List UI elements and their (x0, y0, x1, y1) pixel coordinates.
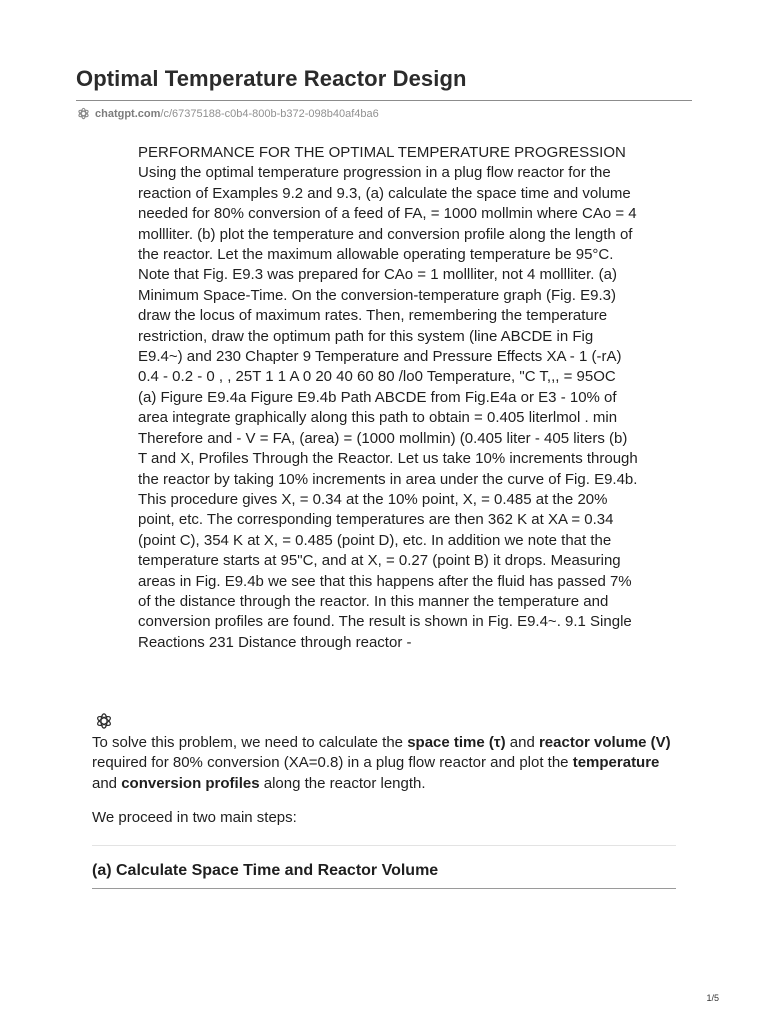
source-path: /c/67375188-c0b4-800b-b372-098b40af4ba6 (160, 107, 379, 120)
intro-text: To solve this problem, we need to calculate the (92, 734, 408, 751)
intro-text: and (92, 774, 122, 792)
heading-underline (92, 888, 676, 889)
intro-text: along the reactor length. (259, 774, 426, 792)
term-space-time: space time (τ) (407, 734, 506, 751)
section-heading: (a) Calculate Space Time and Reactor Volume (92, 862, 439, 879)
chatgpt-logo-icon (95, 712, 113, 730)
chatgpt-logo-icon (77, 107, 90, 120)
term-temperature: temperature (572, 754, 660, 772)
page-title: Optimal Temperature Reactor Design (76, 66, 467, 91)
section-divider (92, 845, 676, 846)
user-message: PERFORMANCE FOR THE OPTIMAL TEMPERATURE PROGRESSION Using the optimal temperature progression in a plug flow reactor for the reaction of Examples 9.2 and 9.3, (a) calculate the space time and volume needed for 80% conversion of a feed of FA, = 1000 mollmin where CAo = 4 mollliter. (b) plot the temperature and conversion profile along the length of the reactor. Let the maximum allowable operating temperature be 95°C. Note that Fig. E9.3 was prepared for CAo = 1 mollliter, not 4 mollliter. (a) Minimum Space-Time. On the conversion-temperature graph (Fig. E9.3) draw the locus of maximum rates. Then, remembering the temperature restriction, draw the optimum path for this system (line ABCDE in Fig E9.4~) and 230 Chapter 9 Temperature and Pressure Effects XA - 1 (-rA) 0.4 - 0.2 - 0 , , 25T 1 1 A 0 20 40 60 80 /lo0 Temperature, "C T,,, = 95OC (a) Figure E9.4a Figure E9.4b Path ABCDE from Fig.E4a or E3 - 10% of area integrate graphically along this path to obtain = 0.405 literlmol . min Therefore and - V = FA, (area) = (1000 mollmin) (0.405 liter - 405 liters (b) T and X, Profiles Through the Reactor. Let us take 10% increments through the reactor by taking 10% increments in area under the curve of Fig. E9.4b. This procedure gives X, = 0.34 at the 10% point, X, = 0.485 at the 20% point, etc. The corresponding temperatures are then 362 K at XA = 0.34 (point C), 354 K at X, = 0.485 (point D), etc. In addition we note that the temperature starts at 95"C, and at X, = 0.27 (point B) it drops. Measuring areas in Fig. E9.4b we see that this happens after the fluid has passed 7% of the distance through the reactor. In this manner the temperature and conversion profiles are found. The result is shown in Fig. E9.4~. 9.1 Single Reactions 231 Distance through reactor - (138, 144, 638, 651)
intro-text: and (505, 734, 539, 751)
intro-text: required for 80% conversion (XA=0.8) in a plug flow reactor and plot the (92, 754, 573, 772)
term-reactor-volume: reactor volume (V) (538, 734, 671, 751)
term-conversion-profiles: conversion profiles (121, 774, 260, 792)
steps-intro: We proceed in two main steps: (92, 809, 297, 826)
source-link[interactable] (77, 107, 379, 120)
page-number: 1/5 (706, 993, 719, 1003)
source-domain: chatgpt.com (95, 107, 161, 120)
assistant-intro (92, 733, 682, 794)
title-divider (76, 100, 692, 101)
